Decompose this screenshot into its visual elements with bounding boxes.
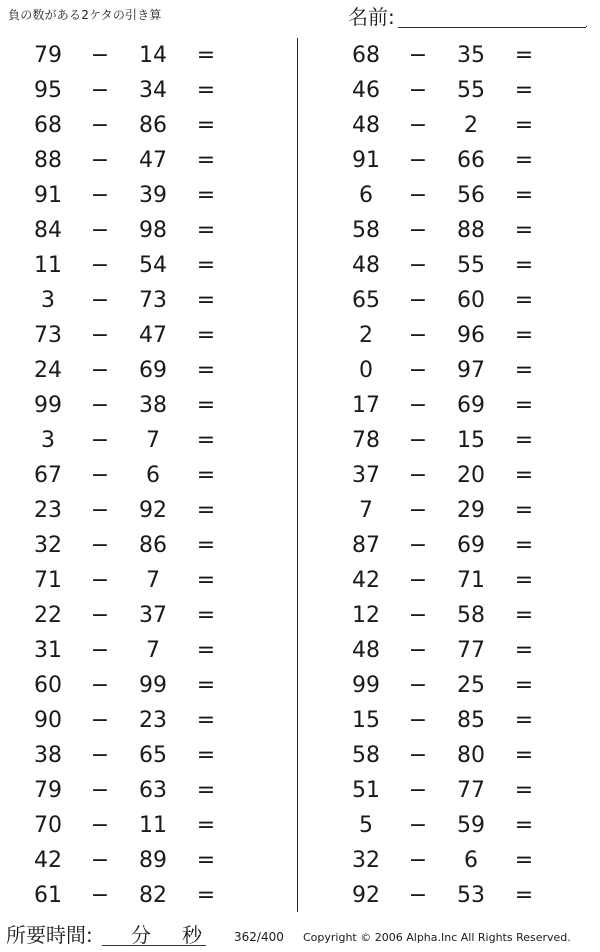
minus-sign: − <box>90 673 110 698</box>
minus-sign: − <box>90 778 110 803</box>
subtrahend: 38 <box>139 393 167 418</box>
problem-row <box>318 808 598 843</box>
subtrahend: 25 <box>457 673 485 698</box>
subtrahend: 86 <box>139 113 167 138</box>
name-label: 名前: <box>348 5 395 29</box>
copyright-notice: Copyright © 2006 Alpha.Inc All Rights Reserved. <box>303 931 571 944</box>
minus-sign: − <box>90 463 110 488</box>
problem-row <box>318 178 598 213</box>
minus-sign: − <box>408 603 428 628</box>
minus-sign: − <box>408 463 428 488</box>
problem-row <box>318 423 598 458</box>
equals-sign: = <box>196 428 216 453</box>
subtrahend: 82 <box>139 883 167 908</box>
problem-row <box>0 248 280 283</box>
problem-row <box>0 353 280 388</box>
minus-sign: − <box>408 533 428 558</box>
subtrahend: 11 <box>139 813 167 838</box>
equals-sign: = <box>196 533 216 558</box>
problem-row <box>0 38 280 73</box>
equals-sign: = <box>196 78 216 103</box>
subtrahend: 23 <box>139 708 167 733</box>
minuend: 68 <box>34 113 62 138</box>
equals-sign: = <box>196 778 216 803</box>
subtrahend: 2 <box>464 113 478 138</box>
subtrahend: 73 <box>139 288 167 313</box>
minuend: 51 <box>352 778 380 803</box>
problem-row <box>318 738 598 773</box>
equals-sign: = <box>514 883 534 908</box>
minus-sign: − <box>90 43 110 68</box>
equals-sign: = <box>196 848 216 873</box>
minutes-label: 分 <box>131 923 151 947</box>
problem-row <box>318 108 598 143</box>
equals-sign: = <box>514 603 534 628</box>
subtrahend: 6 <box>146 463 160 488</box>
minus-sign: − <box>408 253 428 278</box>
minuend: 88 <box>34 148 62 173</box>
minuend: 70 <box>34 813 62 838</box>
worksheet-title: 負の数がある2ケタの引き算 <box>8 8 162 22</box>
minuend: 32 <box>34 533 62 558</box>
equals-sign: = <box>514 673 534 698</box>
equals-sign: = <box>196 638 216 663</box>
subtrahend: 60 <box>457 288 485 313</box>
minuend: 79 <box>34 778 62 803</box>
subtrahend: 89 <box>139 848 167 873</box>
subtrahend: 47 <box>139 323 167 348</box>
subtrahend: 7 <box>146 428 160 453</box>
subtrahend: 15 <box>457 428 485 453</box>
problem-row <box>318 843 598 878</box>
subtrahend: 99 <box>139 673 167 698</box>
problem-row <box>318 38 598 73</box>
minus-sign: − <box>90 393 110 418</box>
problem-column-right <box>318 38 598 913</box>
minus-sign: − <box>408 393 428 418</box>
equals-sign: = <box>196 218 216 243</box>
time-required-label: 所要時間: <box>6 923 93 947</box>
minus-sign: − <box>90 218 110 243</box>
minus-sign: − <box>408 183 428 208</box>
equals-sign: = <box>514 568 534 593</box>
seconds-label: 秒 <box>182 923 202 947</box>
minus-sign: − <box>408 148 428 173</box>
subtrahend: 59 <box>457 813 485 838</box>
minuend: 42 <box>352 568 380 593</box>
problem-row <box>318 318 598 353</box>
equals-sign: = <box>514 323 534 348</box>
equals-sign: = <box>514 428 534 453</box>
minus-sign: − <box>408 708 428 733</box>
subtrahend: 20 <box>457 463 485 488</box>
minus-sign: − <box>408 288 428 313</box>
minus-sign: − <box>90 568 110 593</box>
equals-sign: = <box>514 463 534 488</box>
minus-sign: − <box>90 78 110 103</box>
equals-sign: = <box>196 498 216 523</box>
minus-sign: − <box>408 78 428 103</box>
subtrahend: 69 <box>457 533 485 558</box>
minuend: 37 <box>352 463 380 488</box>
problem-row <box>0 73 280 108</box>
equals-sign: = <box>514 148 534 173</box>
subtrahend: 69 <box>457 393 485 418</box>
minuend: 58 <box>352 743 380 768</box>
equals-sign: = <box>196 813 216 838</box>
problem-row <box>0 458 280 493</box>
problem-row <box>0 598 280 633</box>
equals-sign: = <box>196 568 216 593</box>
minus-sign: − <box>408 428 428 453</box>
subtrahend: 6 <box>464 848 478 873</box>
minus-sign: − <box>90 288 110 313</box>
minus-sign: − <box>408 883 428 908</box>
equals-sign: = <box>514 43 534 68</box>
subtrahend: 7 <box>146 568 160 593</box>
equals-sign: = <box>514 253 534 278</box>
problem-row <box>318 528 598 563</box>
problem-column-left <box>0 38 280 913</box>
minuend: 3 <box>41 288 55 313</box>
minuend: 61 <box>34 883 62 908</box>
subtrahend: 92 <box>139 498 167 523</box>
problem-row <box>0 668 280 703</box>
minus-sign: − <box>408 848 428 873</box>
equals-sign: = <box>196 323 216 348</box>
minus-sign: − <box>90 883 110 908</box>
minus-sign: − <box>90 498 110 523</box>
problem-row <box>318 598 598 633</box>
equals-sign: = <box>196 288 216 313</box>
minus-sign: − <box>408 498 428 523</box>
minuend: 99 <box>34 393 62 418</box>
equals-sign: = <box>514 813 534 838</box>
problem-row <box>0 283 280 318</box>
minus-sign: − <box>408 323 428 348</box>
minus-sign: − <box>90 813 110 838</box>
equals-sign: = <box>514 498 534 523</box>
equals-sign: = <box>196 43 216 68</box>
problem-row <box>318 633 598 668</box>
problem-row <box>0 808 280 843</box>
equals-sign: = <box>196 148 216 173</box>
minus-sign: − <box>408 813 428 838</box>
name-writing-line <box>398 27 586 28</box>
minuend: 23 <box>34 498 62 523</box>
subtrahend: 34 <box>139 78 167 103</box>
minuend: 99 <box>352 673 380 698</box>
subtrahend: 98 <box>139 218 167 243</box>
problem-row <box>0 388 280 423</box>
problem-row <box>318 213 598 248</box>
minuend: 95 <box>34 78 62 103</box>
equals-sign: = <box>196 708 216 733</box>
minuend: 58 <box>352 218 380 243</box>
minus-sign: − <box>90 603 110 628</box>
minus-sign: − <box>90 358 110 383</box>
problem-row <box>0 108 280 143</box>
problem-row <box>318 563 598 598</box>
minuend: 79 <box>34 43 62 68</box>
minuend: 38 <box>34 743 62 768</box>
minus-sign: − <box>90 253 110 278</box>
subtrahend: 71 <box>457 568 485 593</box>
equals-sign: = <box>514 78 534 103</box>
minus-sign: − <box>90 743 110 768</box>
minuend: 42 <box>34 848 62 873</box>
equals-sign: = <box>514 218 534 243</box>
problem-row <box>318 703 598 738</box>
problem-row <box>318 878 598 913</box>
equals-sign: = <box>196 393 216 418</box>
minus-sign: − <box>90 533 110 558</box>
subtrahend: 55 <box>457 253 485 278</box>
subtrahend: 39 <box>139 183 167 208</box>
subtrahend: 35 <box>457 43 485 68</box>
problem-row <box>0 213 280 248</box>
equals-sign: = <box>514 638 534 663</box>
subtrahend: 77 <box>457 778 485 803</box>
problem-row <box>0 318 280 353</box>
minuend: 60 <box>34 673 62 698</box>
equals-sign: = <box>196 113 216 138</box>
minuend: 22 <box>34 603 62 628</box>
minuend: 7 <box>359 498 373 523</box>
subtrahend: 86 <box>139 533 167 558</box>
minuend: 24 <box>34 358 62 383</box>
subtrahend: 96 <box>457 323 485 348</box>
problem-row <box>0 703 280 738</box>
equals-sign: = <box>514 533 534 558</box>
problem-row <box>318 248 598 283</box>
equals-sign: = <box>196 743 216 768</box>
minus-sign: − <box>408 218 428 243</box>
name-field <box>348 6 588 28</box>
minuend: 2 <box>359 323 373 348</box>
minuend: 73 <box>34 323 62 348</box>
minus-sign: − <box>90 113 110 138</box>
minuend: 12 <box>352 603 380 628</box>
subtrahend: 77 <box>457 638 485 663</box>
problem-row <box>318 773 598 808</box>
minuend: 90 <box>34 708 62 733</box>
page-number: 362/400 <box>234 930 284 944</box>
minuend: 5 <box>359 813 373 838</box>
equals-sign: = <box>514 778 534 803</box>
minuend: 32 <box>352 848 380 873</box>
minuend: 48 <box>352 113 380 138</box>
minuend: 67 <box>34 463 62 488</box>
problem-row <box>0 563 280 598</box>
minuend: 15 <box>352 708 380 733</box>
minuend: 46 <box>352 78 380 103</box>
equals-sign: = <box>196 463 216 488</box>
problem-row <box>0 738 280 773</box>
problem-row <box>318 668 598 703</box>
equals-sign: = <box>514 183 534 208</box>
problem-row <box>318 73 598 108</box>
problem-row <box>318 143 598 178</box>
minuend: 87 <box>352 533 380 558</box>
minuend: 91 <box>34 183 62 208</box>
minuend: 17 <box>352 393 380 418</box>
equals-sign: = <box>196 883 216 908</box>
minus-sign: − <box>90 708 110 733</box>
minus-sign: − <box>90 148 110 173</box>
problem-row <box>0 178 280 213</box>
subtrahend: 65 <box>139 743 167 768</box>
minuend: 6 <box>359 183 373 208</box>
problem-row <box>0 843 280 878</box>
subtrahend: 80 <box>457 743 485 768</box>
minuend: 92 <box>352 883 380 908</box>
minus-sign: − <box>90 638 110 663</box>
subtrahend: 37 <box>139 603 167 628</box>
problem-row <box>318 388 598 423</box>
equals-sign: = <box>196 253 216 278</box>
equals-sign: = <box>514 848 534 873</box>
minuend: 71 <box>34 568 62 593</box>
minuend: 31 <box>34 638 62 663</box>
minuend: 11 <box>34 253 62 278</box>
minus-sign: − <box>408 673 428 698</box>
equals-sign: = <box>196 358 216 383</box>
subtrahend: 97 <box>457 358 485 383</box>
subtrahend: 63 <box>139 778 167 803</box>
problem-row <box>0 528 280 563</box>
subtrahend: 47 <box>139 148 167 173</box>
equals-sign: = <box>196 603 216 628</box>
problem-row <box>0 773 280 808</box>
minus-sign: − <box>408 778 428 803</box>
minuend: 68 <box>352 43 380 68</box>
minuend: 78 <box>352 428 380 453</box>
minus-sign: − <box>408 113 428 138</box>
subtrahend: 58 <box>457 603 485 628</box>
problem-row <box>0 493 280 528</box>
minuend: 0 <box>359 358 373 383</box>
minus-sign: − <box>408 638 428 663</box>
equals-sign: = <box>514 708 534 733</box>
subtrahend: 85 <box>457 708 485 733</box>
problem-row <box>0 633 280 668</box>
equals-sign: = <box>514 393 534 418</box>
equals-sign: = <box>514 288 534 313</box>
equals-sign: = <box>196 673 216 698</box>
minuend: 48 <box>352 638 380 663</box>
subtrahend: 53 <box>457 883 485 908</box>
problem-row <box>318 458 598 493</box>
problem-row <box>0 143 280 178</box>
column-divider <box>297 38 298 912</box>
subtrahend: 55 <box>457 78 485 103</box>
problem-row <box>318 283 598 318</box>
minus-sign: − <box>408 743 428 768</box>
subtrahend: 88 <box>457 218 485 243</box>
name-line-end-mark: . <box>584 19 588 30</box>
equals-sign: = <box>514 743 534 768</box>
equals-sign: = <box>196 183 216 208</box>
minuend: 91 <box>352 148 380 173</box>
equals-sign: = <box>514 113 534 138</box>
minus-sign: − <box>408 43 428 68</box>
footer <box>0 920 600 952</box>
subtrahend: 14 <box>139 43 167 68</box>
problem-row <box>0 423 280 458</box>
minuend: 3 <box>41 428 55 453</box>
problem-row <box>318 353 598 388</box>
minuend: 65 <box>352 288 380 313</box>
subtrahend: 69 <box>139 358 167 383</box>
equals-sign: = <box>514 358 534 383</box>
minus-sign: − <box>90 428 110 453</box>
minus-sign: − <box>90 183 110 208</box>
subtrahend: 7 <box>146 638 160 663</box>
minus-sign: − <box>408 358 428 383</box>
problem-row <box>0 878 280 913</box>
minus-sign: − <box>90 323 110 348</box>
minus-sign: − <box>90 848 110 873</box>
minus-sign: − <box>408 568 428 593</box>
subtrahend: 54 <box>139 253 167 278</box>
minuend: 84 <box>34 218 62 243</box>
problem-row <box>318 493 598 528</box>
minuend: 48 <box>352 253 380 278</box>
subtrahend: 56 <box>457 183 485 208</box>
subtrahend: 66 <box>457 148 485 173</box>
subtrahend: 29 <box>457 498 485 523</box>
